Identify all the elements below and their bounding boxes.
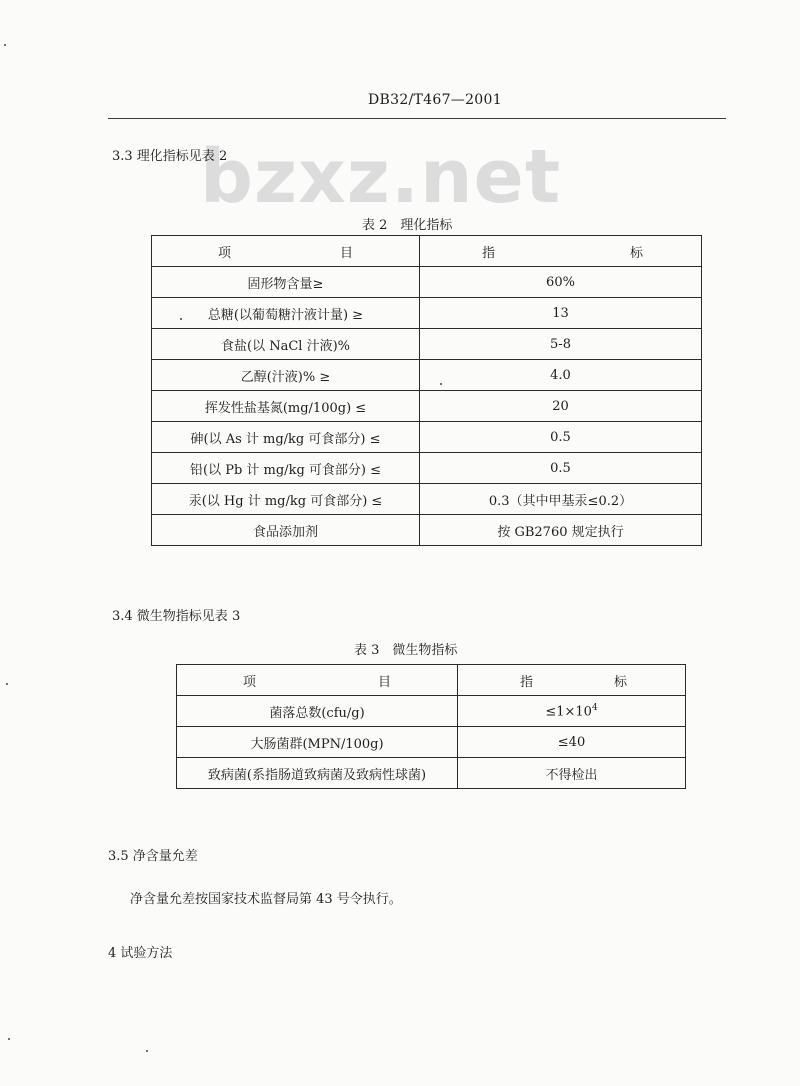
table-row: [152, 298, 702, 329]
row-item: 大肠菌群(MPN/100g): [177, 727, 458, 758]
table-row: [177, 696, 686, 727]
section-3-4-heading: 3.4 微生物指标见表 3: [112, 609, 241, 624]
row-value: 60%: [420, 267, 702, 298]
table-row: [152, 267, 702, 298]
row-item: 挥发性盐基氮(mg/100g) ≤: [152, 391, 420, 422]
document-code: DB32/T467—2001: [368, 92, 502, 108]
table-row: [152, 453, 702, 484]
table-header-row: [152, 236, 702, 267]
row-value: 4.0: [420, 360, 702, 391]
table-row: [152, 329, 702, 360]
row-value: 13: [420, 298, 702, 329]
header-index-b: 标: [629, 245, 643, 261]
row-value-exponent: 4: [591, 702, 598, 713]
section-3-5-paragraph: 净含量允差按国家技术监督局第 43 号令执行。: [130, 892, 402, 907]
row-value: 20: [420, 391, 702, 422]
row-item: 致病菌(系指肠道致病菌及致病性球菌): [177, 758, 458, 789]
microbiological-table: [176, 664, 686, 789]
section-4-heading: 4 试验方法: [108, 946, 173, 961]
header-index-b: 标: [613, 674, 627, 690]
table-row: [152, 422, 702, 453]
header-item-cell: [152, 236, 420, 267]
physicochemical-table: [151, 235, 702, 546]
header-index-a: 指: [482, 245, 496, 261]
table-row: [177, 727, 686, 758]
header-item-a: 项: [243, 674, 257, 690]
scan-speck: [440, 383, 442, 385]
scan-speck: [6, 683, 8, 685]
row-item: 总糖(以葡萄糖汁液计量) ≥: [152, 298, 420, 329]
row-value: 0.5: [420, 453, 702, 484]
scan-speck: [8, 1038, 10, 1040]
row-value: [458, 696, 686, 727]
header-item-a: 项: [218, 245, 232, 261]
section-3-3-heading: 3.3 理化指标见表 2: [112, 149, 228, 164]
row-value: 0.5: [420, 422, 702, 453]
row-item: 菌落总数(cfu/g): [177, 696, 458, 727]
table2-caption: 表 2 理化指标: [362, 218, 453, 233]
row-item: 铅(以 Pb 计 mg/kg 可食部分) ≤: [152, 453, 420, 484]
scan-speck: [146, 1050, 148, 1052]
header-index-a: 指: [520, 674, 534, 690]
header-item-cell: [177, 665, 458, 696]
row-item: 乙醇(汁液)% ≥: [152, 360, 420, 391]
scan-speck: [4, 44, 6, 46]
table-row: [152, 515, 702, 546]
watermark: bzxz.net: [200, 134, 562, 220]
row-value: 按 GB2760 规定执行: [420, 515, 702, 546]
table3-caption: 表 3 微生物指标: [354, 643, 458, 658]
table-row: [177, 758, 686, 789]
row-item: 食品添加剂: [152, 515, 420, 546]
row-value: ≤40: [458, 727, 686, 758]
row-value: 0.3（其中甲基汞≤0.2）: [420, 484, 702, 515]
row-value: 5-8: [420, 329, 702, 360]
table-row: [152, 391, 702, 422]
row-value: 不得检出: [458, 758, 686, 789]
table-row: [152, 360, 702, 391]
row-item: 汞(以 Hg 计 mg/kg 可食部分) ≤: [152, 484, 420, 515]
header-rule: [108, 118, 726, 119]
table-row: [152, 484, 702, 515]
header-index-cell: [458, 665, 686, 696]
header-item-b: 目: [339, 245, 353, 261]
header-index-cell: [420, 236, 702, 267]
row-item: 食盐(以 NaCl 汁液)%: [152, 329, 420, 360]
header-item-b: 目: [377, 674, 391, 690]
section-3-5-heading: 3.5 净含量允差: [108, 849, 198, 864]
row-item: 砷(以 As 计 mg/kg 可食部分) ≤: [152, 422, 420, 453]
table-header-row: [177, 665, 686, 696]
scan-speck: [180, 318, 182, 320]
row-item: 固形物含量≥: [152, 267, 420, 298]
row-value-base: ≤1×10: [545, 704, 592, 720]
